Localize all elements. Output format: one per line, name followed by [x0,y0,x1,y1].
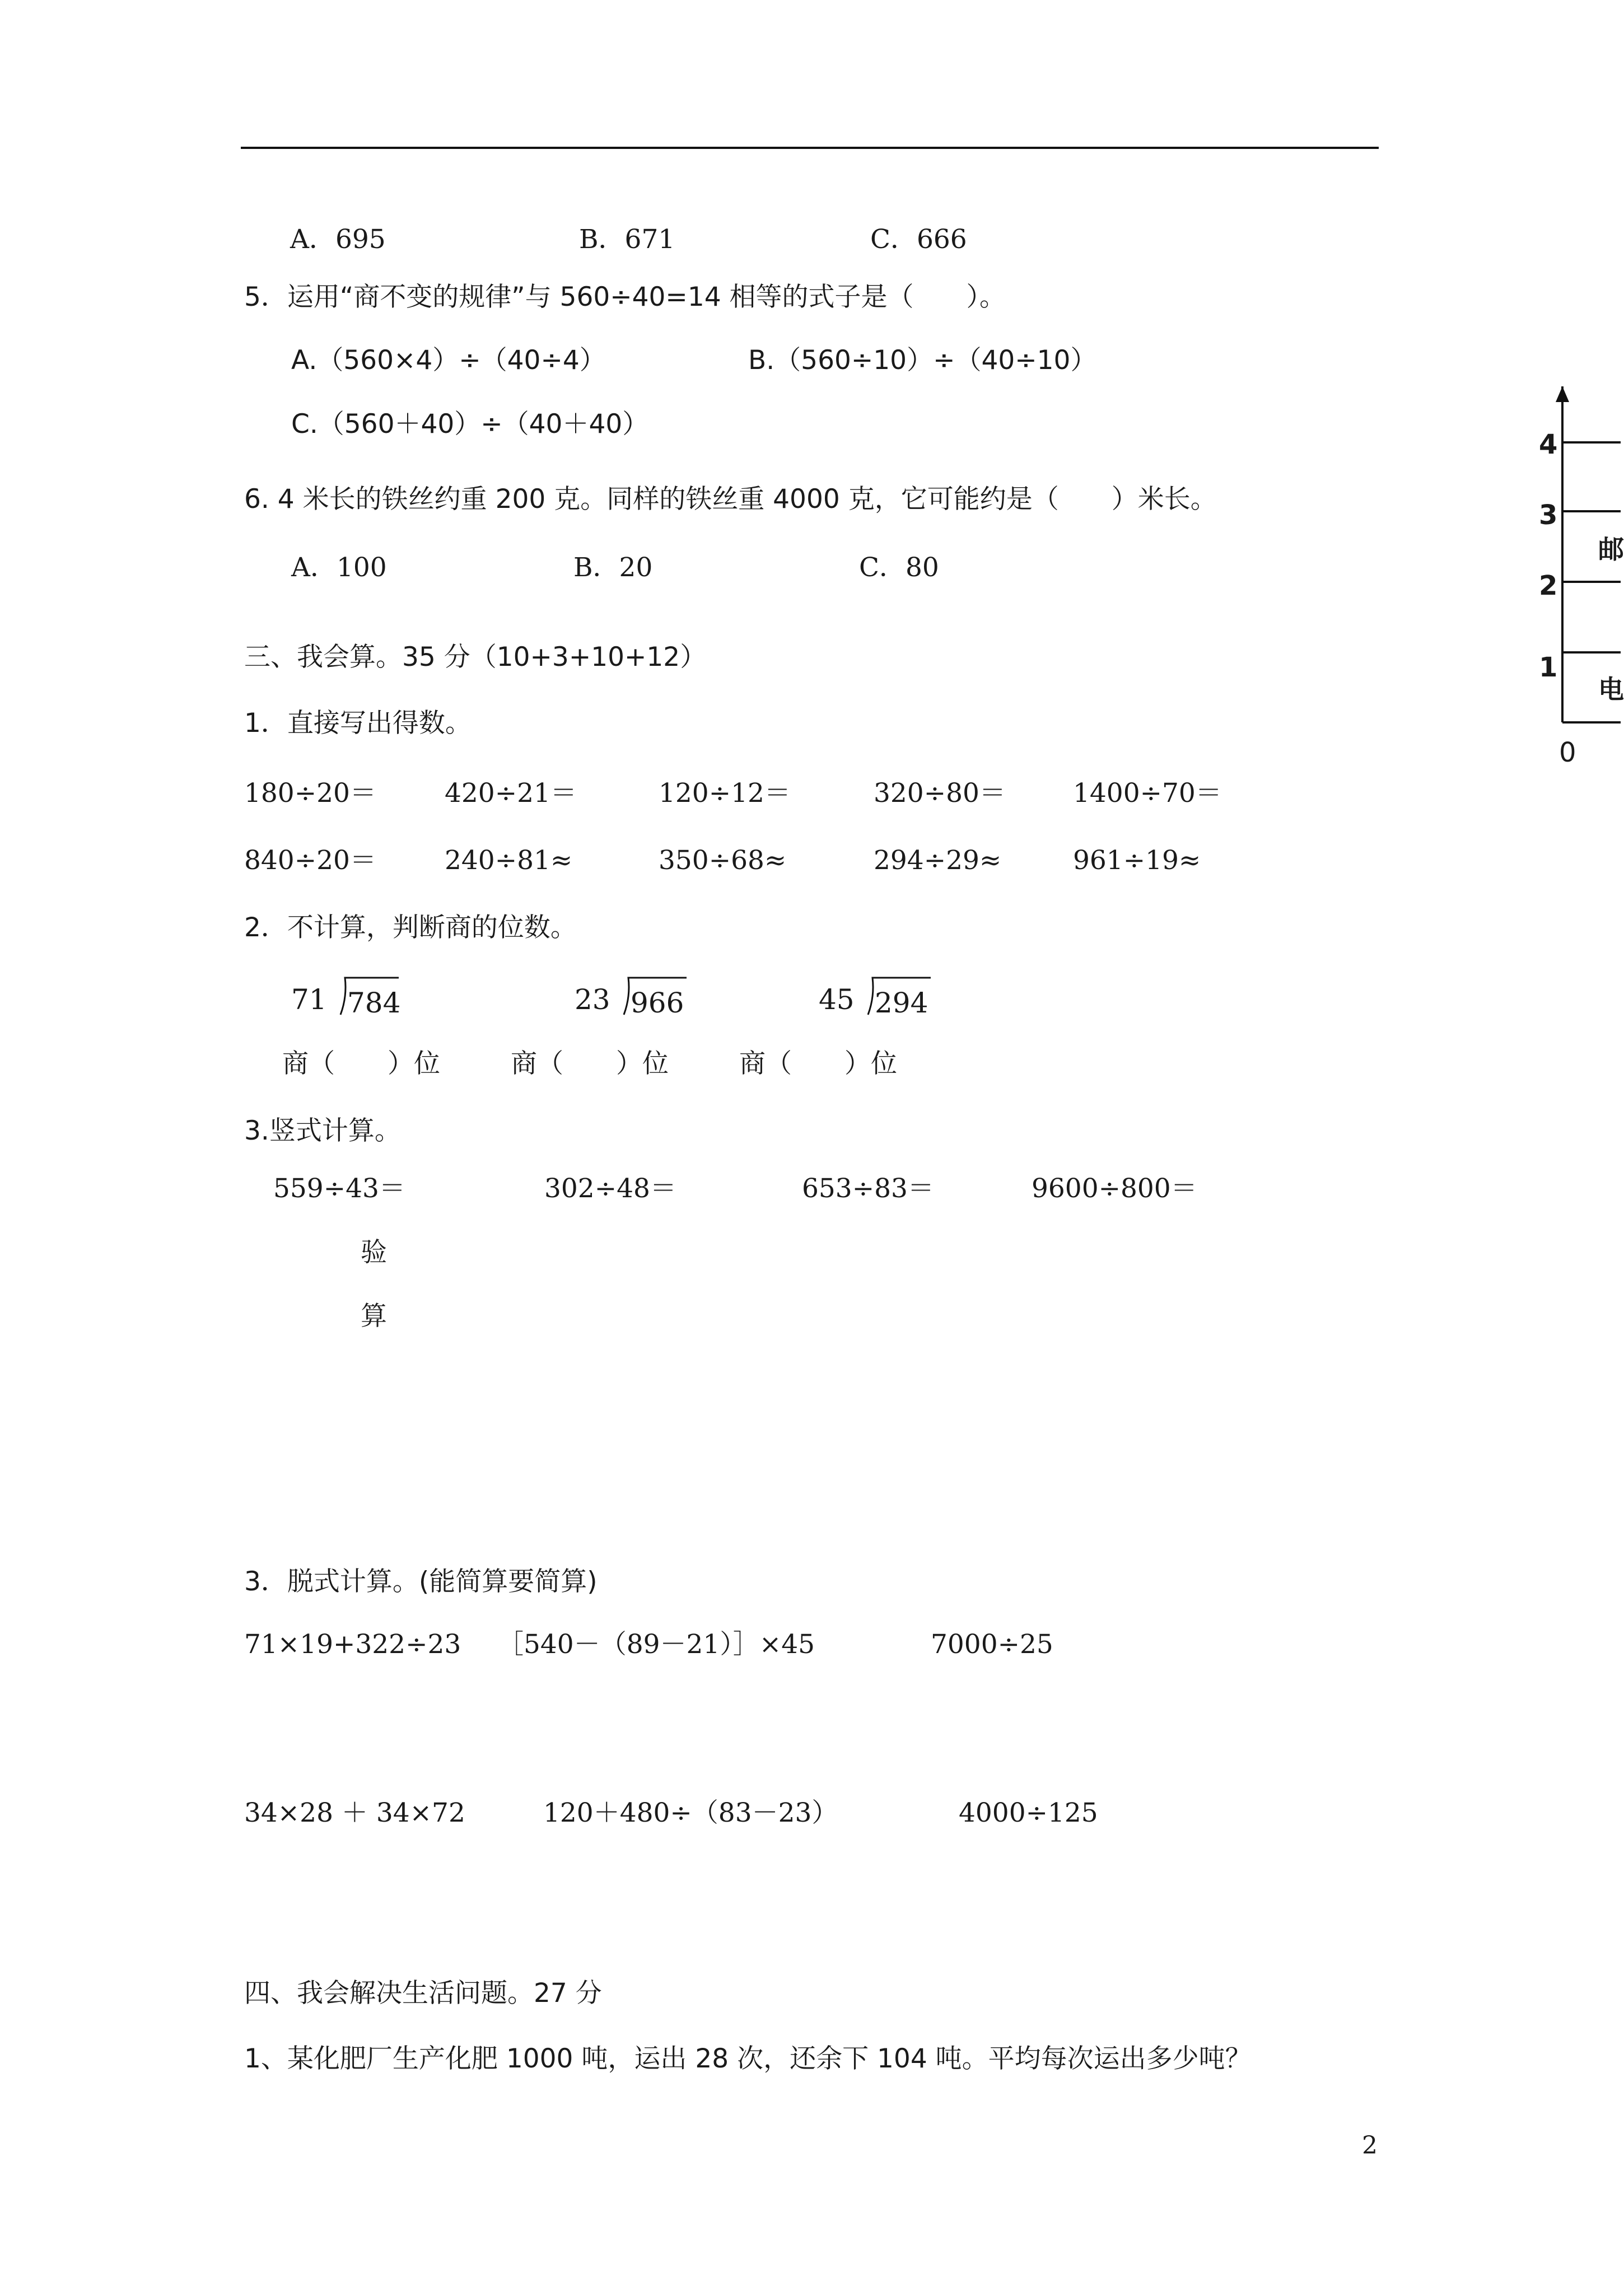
vertical-calc-item: 559÷43＝ [273,1173,405,1204]
mental-calc-item: 840÷20＝ [244,845,376,876]
divisor: 71 [291,983,327,1016]
q4-option-c: C．666 [870,224,967,255]
check-label-2: 算 [361,1301,387,1332]
q5-stem: 5．运用“商不变的规律”与 560÷40=14 相等的式子是（ ）。 [244,282,1006,312]
side-figure-lines [1523,386,1621,790]
quotient-digits-answer: 商（ ）位 [511,1048,669,1079]
y-tick-label: 1 [1539,652,1558,683]
mental-calc-item: 120÷12＝ [659,778,791,809]
y-tick-label: 4 [1539,429,1558,460]
mental-calc-item: 240÷81≈ [445,845,573,876]
mental-calc-item: 961÷19≈ [1073,845,1201,876]
long-division [819,974,964,1019]
q6-option-b: B．20 [573,552,653,583]
dividend: 784 [347,987,401,1019]
bar-cell-label: 电 [1598,674,1624,704]
q5-option-b: B.（560÷10）÷（40÷10） [748,345,1097,376]
bar-cell-label: 邮 [1598,534,1624,564]
mental-calc-item: 320÷80＝ [874,778,1006,809]
q6-option-a: A．100 [291,552,387,583]
y-tick-label: 0 [1559,737,1576,768]
dividend: 294 [875,987,928,1019]
part1-title: 1．直接写出得数。 [244,708,472,739]
vertical-calc-item: 9600÷800＝ [1032,1173,1197,1204]
stepwise-calc-item: ［540－（89－21）］×45 [497,1629,815,1660]
section4-title: 四、我会解决生活问题。27 分 [244,1978,602,2009]
q6-stem: 6. 4 米长的铁丝约重 200 克。同样的铁丝重 4000 克，它可能约是（ ）米长。 [244,484,1217,515]
divisor: 45 [819,983,855,1016]
section4-question-1: 1、某化肥厂生产化肥 1000 吨，运出 28 次，还余下 104 吨。平均每次运出多少吨？ [244,2043,1252,2074]
mental-calc-item: 180÷20＝ [244,778,376,809]
q4-option-b: B．671 [579,224,675,255]
y-tick-label: 2 [1539,570,1558,601]
dividend: 966 [631,987,684,1019]
part4-title: 3．脱式计算。(能简算要简算) [244,1566,598,1597]
side-figure [1523,386,1624,790]
part3-title: 3.竖式计算。 [244,1115,401,1146]
stepwise-calc-item: 34×28 ＋ 34×72 [244,1798,465,1828]
section3-title: 三、我会算。35 分（10+3+10+12） [244,642,707,673]
q6-option-c: C．80 [859,552,939,583]
mental-calc-item: 1400÷70＝ [1073,778,1222,809]
stepwise-calc-item: 71×19+322÷23 [244,1629,461,1660]
long-division [575,974,720,1019]
quotient-digits-answer: 商（ ）位 [282,1048,440,1079]
vertical-calc-item: 653÷83＝ [802,1173,934,1204]
quotient-digits-answer: 商（ ）位 [739,1048,897,1079]
mental-calc-item: 350÷68≈ [659,845,787,876]
divisor: 23 [575,983,610,1016]
y-tick-label: 3 [1539,500,1558,531]
q4-option-a: A．695 [290,224,386,255]
mental-calc-item: 294÷29≈ [874,845,1002,876]
part2-title: 2．不计算，判断商的位数。 [244,912,577,943]
check-label-1: 验 [361,1237,387,1268]
vertical-calc-item: 302÷48＝ [544,1173,676,1204]
stepwise-calc-item: 120＋480÷（83－23） [543,1798,838,1828]
mental-calc-item: 420÷21＝ [445,778,577,809]
stepwise-calc-item: 7000÷25 [931,1629,1053,1660]
stepwise-calc-item: 4000÷125 [959,1798,1098,1828]
page-number: 2 [1362,2131,1378,2160]
q5-option-a: A.（560×4）÷（40÷4） [291,345,606,376]
long-division [291,974,437,1019]
header-rule [241,147,1379,149]
q5-option-c: C.（560＋40）÷（40＋40） [291,409,649,440]
